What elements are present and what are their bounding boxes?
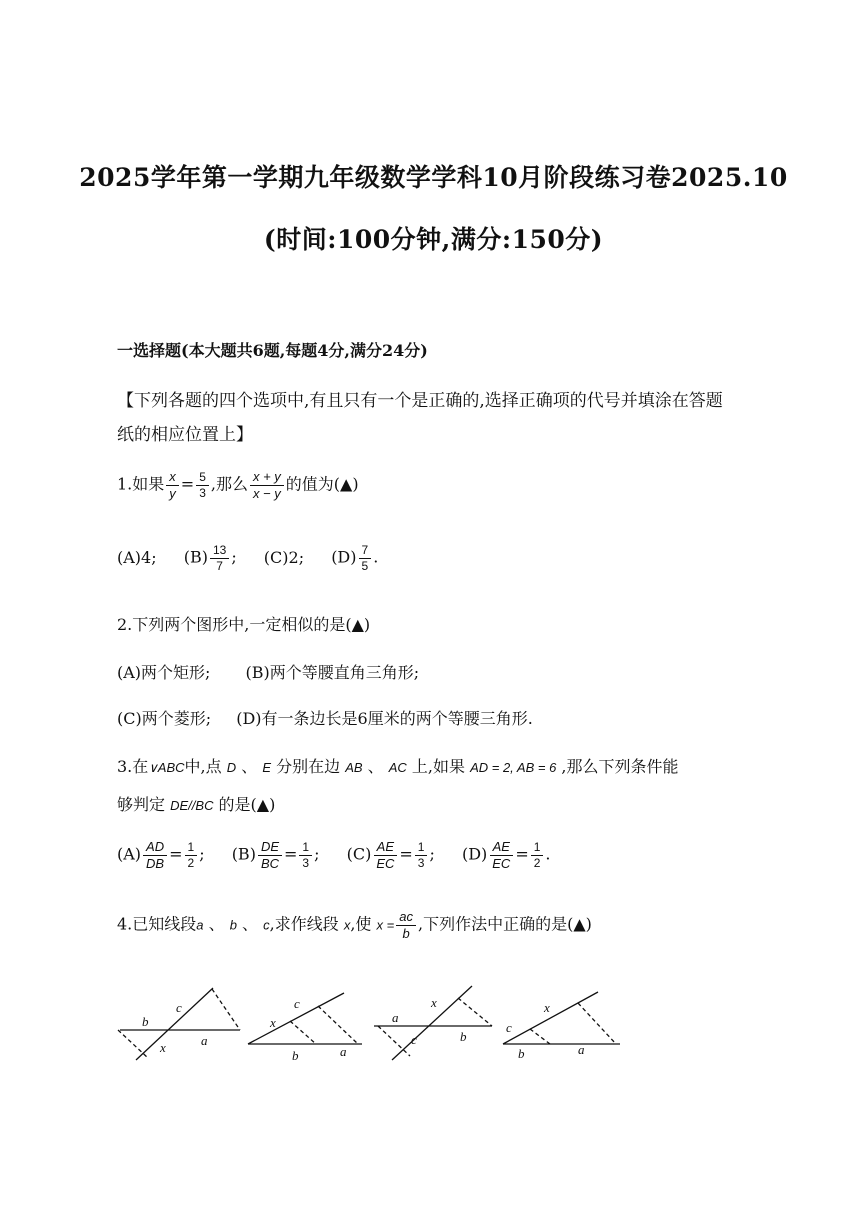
section-heading: 一选择题(本大题共6题,每题4分,满分24分)	[117, 341, 428, 360]
q3-option-a-label: (A)	[117, 844, 142, 864]
fig4-label-b: b	[518, 1046, 525, 1061]
fig3-label-a: a	[392, 1010, 399, 1025]
q1-suffix: 的值为(▲)	[285, 474, 359, 494]
fig2-dashed-2	[318, 1006, 358, 1044]
q3-point-d: D	[226, 760, 237, 775]
q3-option-c-den: EC	[376, 855, 395, 871]
q3-option-d-label: (D)	[461, 844, 488, 864]
q3-text-1: 3.在	[117, 757, 149, 776]
q3-option-a-end: ;	[199, 844, 205, 864]
fig2-label-a: a	[340, 1044, 347, 1059]
q1-f2-den: 3	[199, 485, 206, 500]
q1-f2-num: 5	[196, 471, 209, 486]
q3-text-9: 的是(▲)	[218, 795, 276, 814]
q3-side-ac: AC	[388, 760, 407, 775]
q4-seg-c: c	[263, 917, 270, 933]
q3-text-8: 够判定	[117, 795, 166, 814]
q3-point-e: E	[262, 760, 271, 775]
fig1-label-x: x	[160, 1040, 166, 1055]
q3-option-c-label: (C)	[346, 844, 372, 864]
q4-seg-b: b	[229, 917, 237, 933]
q3-option-d-eq: =	[515, 844, 529, 864]
q4-text-2: ,求作线段	[269, 914, 339, 934]
fig3-dashed-1	[378, 1026, 410, 1056]
q3-option-a-rden: 2	[187, 855, 195, 870]
fig4-dashed-2	[578, 1003, 616, 1044]
q3-condition: AD = 2, AB = 6	[470, 760, 557, 775]
q3-option-d-end: .	[545, 844, 551, 864]
q3-option-d-den: EC	[492, 855, 511, 871]
q3-option-a-rnum: 1	[185, 841, 198, 856]
page-subtitle: (时间:100分钟,满分:150分)	[263, 225, 604, 254]
fig3-label-x: x	[431, 995, 437, 1010]
q3-option-b-rnum: 1	[299, 841, 312, 856]
q1-prefix: 1.如果	[117, 474, 165, 494]
q1-option-d-num: 7	[359, 544, 372, 559]
fig1-label-c: c	[176, 1000, 182, 1015]
fig2-label-x: x	[270, 1015, 276, 1030]
figure-4	[503, 992, 620, 1044]
q1-f1-num: x	[166, 470, 179, 486]
q4-text-1: 4.已知线段	[117, 914, 197, 934]
q2-option-a: (A)两个矩形;	[117, 663, 211, 682]
q4-x-equals: x =	[376, 917, 395, 933]
q3-option-c-num: AE	[374, 840, 397, 856]
fig1-label-b: b	[142, 1014, 149, 1029]
q3-option-c-rnum: 1	[415, 841, 428, 856]
q3-option-a-num: AD	[143, 840, 167, 856]
q3-option-c-rden: 3	[417, 855, 425, 870]
q1-option-d-den: 5	[361, 558, 369, 573]
fig4-label-c: c	[506, 1020, 512, 1035]
q3-option-b-eq: =	[284, 844, 298, 864]
q4-text-3: ,使	[350, 914, 372, 934]
q3-side-ab: AB	[345, 760, 363, 775]
question-2: 2.下列两个图形中,一定相似的是(▲)	[117, 615, 371, 634]
fig1-label-a: a	[201, 1033, 208, 1048]
q3-text-2: 中,点	[184, 757, 222, 776]
q3-triangle: ∨ABC	[148, 760, 185, 775]
q4-seg-x: x	[343, 917, 351, 933]
instruction-line-1: 【下列各题的四个选项中,有且只有一个是正确的,选择正确项的代号并填涂在答题	[117, 391, 723, 411]
q3-option-b-label: (B)	[231, 844, 256, 864]
figure-2	[248, 993, 362, 1044]
q2-option-d: (D)有一条边长是6厘米的两个等腰三角形.	[236, 709, 533, 728]
q1-option-d-end: .	[373, 547, 379, 567]
q4-sep-1: 、	[208, 914, 225, 934]
q1-option-b-num: 13	[210, 544, 229, 559]
q4-f-den: b	[402, 925, 410, 941]
q1-option-d-label: (D)	[331, 547, 357, 567]
q1-option-b-label: (B)	[183, 547, 208, 567]
q3-option-b-rden: 3	[302, 855, 310, 870]
q1-f3-num: x + y	[250, 470, 284, 486]
q1-option-b-den: 7	[216, 558, 223, 573]
q3-option-a-eq: =	[169, 844, 183, 864]
fig2-label-b: b	[292, 1048, 299, 1063]
fig2-label-c: c	[294, 996, 300, 1011]
q3-option-d-rden: 2	[533, 855, 541, 870]
fig4-dashed-1	[530, 1029, 550, 1044]
q4-text-4: ,下列作法中正确的是(▲)	[417, 914, 592, 934]
q3-text-6: 上,如果	[411, 757, 465, 776]
fig3-dashed-2	[458, 998, 492, 1026]
fig3-label-b: b	[460, 1029, 467, 1044]
q3-option-d-rnum: 1	[531, 841, 544, 856]
q3-text-7: ,那么下列条件能	[561, 757, 679, 776]
q4-sep-2: 、	[242, 914, 259, 934]
figure-1	[118, 988, 240, 1060]
fig4-slant-line	[503, 992, 598, 1044]
fig1-dashed-2	[212, 989, 240, 1030]
fig4-label-a: a	[578, 1042, 585, 1057]
q1-option-a: (A)4;	[117, 547, 157, 567]
q1-mid: ,那么	[210, 474, 248, 494]
q4-seg-a: a	[196, 917, 204, 933]
q1-option-b-end: ;	[231, 547, 237, 567]
fig4-label-x: x	[544, 1000, 550, 1015]
q3-option-c-eq: =	[399, 844, 413, 864]
q2-option-c: (C)两个菱形;	[117, 709, 212, 728]
q3-option-a-den: DB	[146, 855, 165, 871]
q4-f-num: ac	[396, 910, 416, 926]
q3-option-b-num: DE	[258, 840, 282, 856]
q3-option-b-den: BC	[260, 855, 279, 871]
instruction-line-2: 纸的相应位置上】	[117, 425, 253, 445]
q3-text-4: 分别在边	[276, 757, 341, 776]
page-title: 2025学年第一学期九年级数学学科10月阶段练习卷2025.10	[79, 163, 788, 192]
q3-option-c-end: ;	[429, 844, 435, 864]
q2-option-b: (B)两个等腰直角三角形;	[245, 663, 420, 682]
q3-text-3: 、	[241, 757, 258, 776]
q1-equals: =	[180, 474, 195, 494]
q3-option-d-num: AE	[490, 840, 513, 856]
q3-text-5: 、	[367, 757, 384, 776]
q1-f3-den: x − y	[252, 485, 281, 501]
q3-parallel: DE//BC	[170, 798, 214, 813]
fig2-dashed-1	[290, 1021, 316, 1044]
q1-f1-den: y	[169, 485, 176, 501]
fig3-label-c: c	[411, 1032, 417, 1047]
q3-option-b-end: ;	[314, 844, 320, 864]
q1-option-c: (C)2;	[263, 547, 305, 567]
